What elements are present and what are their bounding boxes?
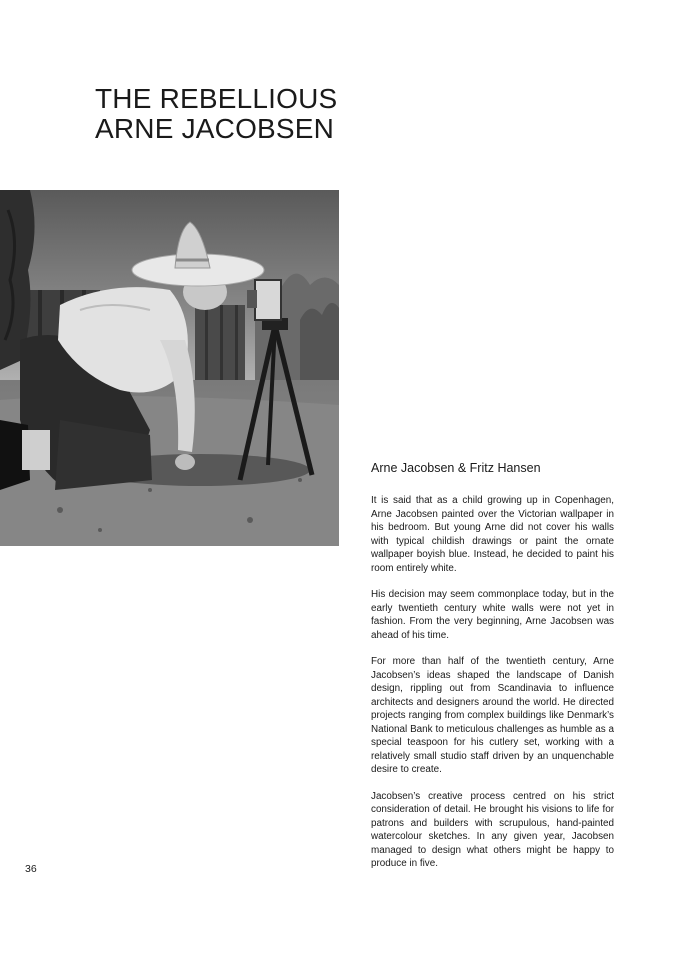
paragraph: Jacobsen’s creative process centred on his strict consideration of detail. He brought his visions to life for patrons and builders with scrupulous, hand-painted watercolour sketches. In any given year, Jacobsen managed to design what others might be happy to produce in five. bbox=[371, 790, 614, 869]
paragraph: For more than half of the twentieth century, Arne Jacobsen’s ideas shaped the landscape of Danish design, rippling out from Scandinavia to influence architects and designers around the world. He directed projects ranging from complex buildings like Denmark’s National Bank to meticulous challenges as humble as a special teaspoon for his cutlery set, working with a relatively small studio staff driven by an unquenchable desire to create. bbox=[371, 656, 614, 775]
page-title bbox=[95, 84, 337, 144]
photo-figure bbox=[0, 190, 339, 546]
title-line-1: THE REBELLIOUS bbox=[95, 83, 338, 114]
section-subtitle: Arne Jacobsen & Fritz Hansen bbox=[371, 461, 541, 475]
paragraph: His decision may seem commonplace today, but in the early twentieth century white walls were not yet in fashion. From the very beginning, Arne Jacobsen was ahead of his time. bbox=[371, 589, 614, 641]
article-body bbox=[371, 494, 614, 884]
title-line-2: ARNE JACOBSEN bbox=[95, 113, 335, 144]
paragraph: It is said that as a child growing up in Copenhagen, Arne Jacobsen painted over the Victorian wallpaper in his bedroom. But young Arne did not cover his walls with typical childish drawings or paint the ornate wallpaper boyish blue. Instead, he decided to paint his room entirely white. bbox=[371, 495, 614, 574]
photo-of-man-with-sombrero-and-camera-on-tripod-icon bbox=[0, 190, 339, 546]
page-number: 36 bbox=[25, 863, 37, 875]
